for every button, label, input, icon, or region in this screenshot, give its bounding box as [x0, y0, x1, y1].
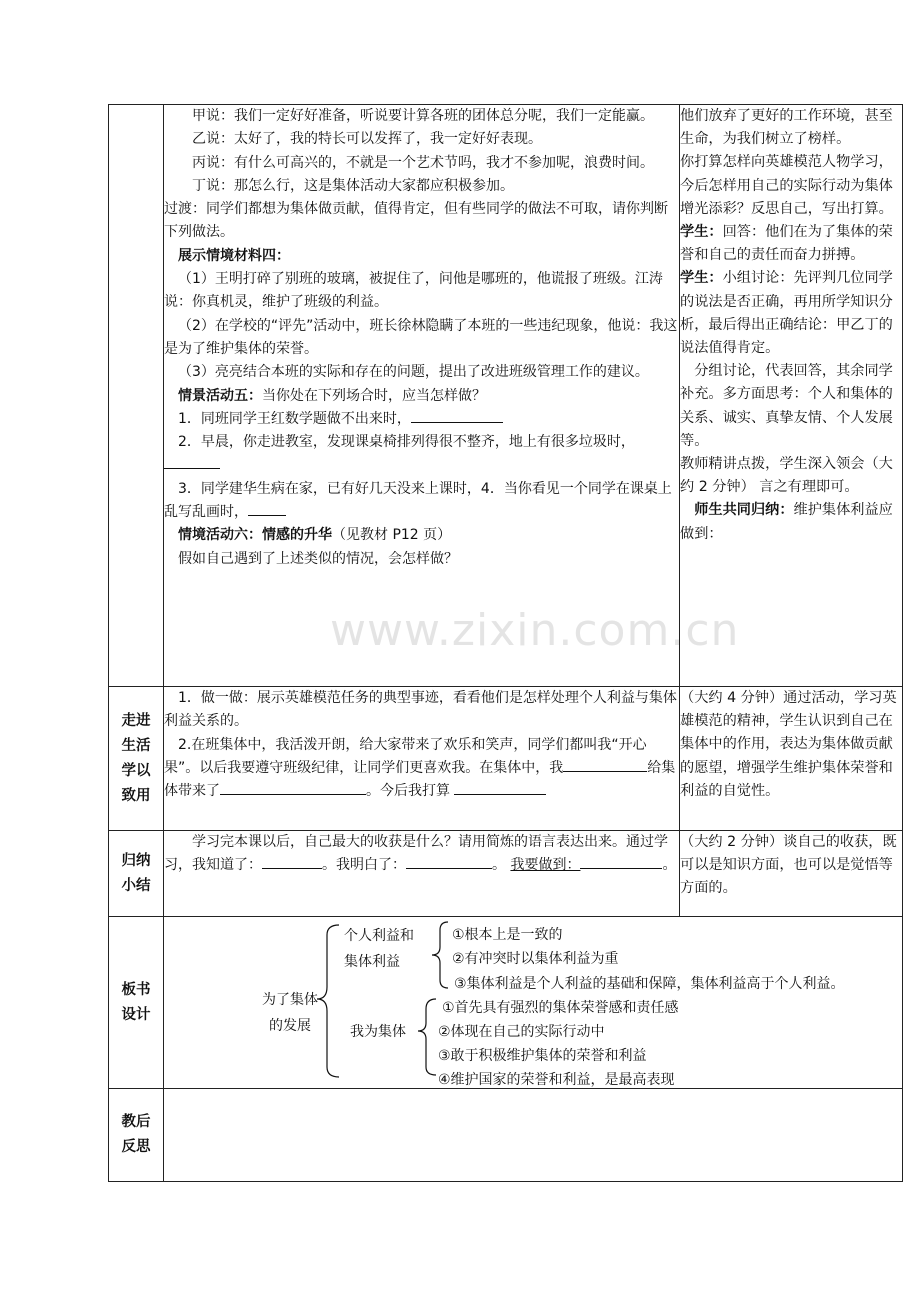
row1-header-cell	[109, 105, 164, 687]
row3-text-a: 学习完本课以后，自己最大的收获是什么？请用简炼的语言表达出来。通过学习，我知道了：	[164, 834, 668, 874]
student-label-2: 学生：	[680, 270, 723, 287]
row3-text-b: 。我明白了：	[322, 857, 406, 874]
board-b1-item3: ③集体利益是个人利益的基础和保障，集体利益高于个人利益。	[454, 976, 845, 992]
brace-branch2	[418, 999, 436, 1075]
dialogue-jia: 甲说：我们一定好好准备，听说要计算各班的团体总分呢，我们一定能赢。	[192, 108, 654, 124]
summary-label: 师生共同归纳：	[694, 502, 794, 519]
board-b2-item3: ③敢于积极维护集体的荣誉和利益	[438, 1048, 647, 1064]
notes-p2: 你打算怎样向英雄模范人物学习，今后怎样用自己的实际行动为集体增光添彩？反思自己，写出打算。	[680, 154, 893, 217]
lesson-plan-table	[108, 104, 903, 1182]
dialogue-yi: 乙说：太好了，我的特长可以发挥了，我一定好好表现。	[192, 131, 542, 148]
act5-item1: 1．同班同学王红数学题做不出来时，	[178, 410, 411, 427]
answer-blank[interactable]	[406, 854, 492, 869]
answer-blank[interactable]	[164, 454, 220, 469]
row3-notes: （大约 2 分钟）谈自己的收获，既可以是知识方面，也可以是觉悟等方面的。	[680, 834, 897, 897]
row-activities	[109, 105, 903, 687]
board-b2-item2: ②体现在自己的实际行动中	[438, 1024, 605, 1040]
summary-text: 维护集体利益应做到：	[680, 502, 893, 542]
answer-blank[interactable]	[580, 854, 662, 869]
main-brace	[317, 925, 339, 1077]
row2-item2a: 2.在班集体中，我活泼开朗，给大家带来了欢乐和笑声，同学们都叫我“开心果”。以后我要遵守班级纪律，让同学们更喜欢我。在集体中，我	[164, 736, 647, 776]
row2-notes-cell	[680, 687, 903, 831]
board-design-cell	[164, 917, 903, 1089]
row2-content-cell	[164, 687, 680, 831]
row2-notes: （大约 4 分钟）通过活动，学习英雄模范的精神，学生认识到自己在集体中的作用，表达为集体做贡献的愿望，增强学生维护集体荣誉和利益的自觉性。	[680, 690, 897, 799]
activity5-title: 情景活动五：	[178, 387, 262, 404]
material-1: （1）王明打碎了别班的玻璃，被捉住了，问他是哪班的，他谎报了班级。江涛说：你真机灵，维护了班级的利益。	[164, 271, 663, 311]
material-3: （3）亮亮结合本班的实际和存在的问题，提出了改进班级管理工作的建议。	[178, 364, 649, 381]
activity6-title: 情境活动六：情感的升华	[178, 527, 332, 544]
board-b1-item1: ①根本上是一致的	[452, 927, 563, 943]
row2-item2b: 给集体带来了	[164, 759, 676, 800]
board-b1-item2: ②有冲突时以集体利益为重	[452, 951, 619, 967]
row1-notes-cell	[680, 105, 903, 687]
answer-blank[interactable]	[220, 780, 366, 795]
student-answer-2: 小组讨论：先评判几位同学的说法是否正确，再用所学知识分析，最后得出正确结论：甲乙丁的说法值得肯定。	[680, 270, 893, 357]
row-summary	[109, 831, 903, 917]
answer-blank[interactable]	[563, 757, 647, 772]
notes-p3: 分组讨论，代表回答，其余同学补充。多方面思考：个人和集体的关系、诚实、真挚友情、个人发展等。	[680, 363, 893, 449]
answer-blank[interactable]	[411, 408, 503, 423]
activity6-question: 假如自己遇到了上述类似的情况，会怎样做？	[178, 550, 458, 567]
row4-header: 板书设计	[109, 917, 164, 1089]
board-diagram	[164, 917, 902, 1088]
activity6-ref: （见教材 P12 页）	[332, 527, 452, 544]
board-branch1: 个人利益和集体利益	[344, 928, 414, 970]
material-title: 展示情境材料四：	[178, 247, 290, 264]
row-reflection	[109, 1089, 903, 1182]
row-board-design	[109, 917, 903, 1089]
row3-text-d: 我要做到：	[510, 857, 581, 874]
notes-p4: 教师精讲点拨，学生深入领会（大约 2 分钟） 言之有理即可。	[680, 456, 893, 496]
student-label-1: 学生：	[680, 224, 723, 241]
brace-branch1	[432, 922, 448, 988]
board-b2-item1: ①首先具有强烈的集体荣誉感和责任感	[442, 1000, 679, 1016]
board-root: 为了集体的发展	[262, 992, 318, 1034]
row3-text-e: 。	[662, 857, 677, 874]
row3-content-cell	[164, 831, 680, 917]
board-b2-item4: ④维护国家的荣誉和利益，是最高表现	[438, 1072, 675, 1088]
row3-notes-cell	[680, 831, 903, 917]
transition-text: 过渡：同学们都想为集体做贡献，值得肯定，但有些同学的做法不可取，请你判断下列做法。	[164, 201, 668, 241]
row2-item1: 1．做一做：展示英雄模范任务的典型事迹，看看他们是怎样处理个人利益与集体利益关系的。	[164, 690, 677, 730]
watermark: www.zixin.com.cn	[330, 605, 740, 656]
act5-item3: 3．同学建华生病在家，已有好几天没来上课时，4．当你看见一个同学在课桌上乱写乱画时，	[164, 480, 672, 521]
dialogue-bing: 丙说：有什么可高兴的，不就是一个艺术节吗，我才不参加呢，浪费时间。	[192, 154, 654, 171]
reflection-cell[interactable]	[164, 1089, 903, 1182]
student-answer-1: 回答：他们在为了集体的荣誉和自己的责任而奋力拼搏。	[680, 224, 893, 264]
row2-item2c: 。今后我打算	[366, 783, 450, 800]
row3-text-c: 。	[492, 857, 506, 874]
answer-blank[interactable]	[262, 854, 322, 869]
row1-content-cell	[164, 105, 680, 687]
material-2: （2）在学校的“评先”活动中，班长徐林隐瞒了本班的一些违纪现象，他说：我这是为了维护集体的荣誉。	[164, 317, 678, 357]
row2-header: 走进生活学以致用	[109, 687, 164, 831]
activity5-text: 当你处在下列场合时，应当怎样做？	[262, 387, 486, 404]
row-application	[109, 687, 903, 831]
answer-blank[interactable]	[248, 501, 286, 516]
row5-header: 教后反思	[109, 1089, 164, 1182]
board-branch2: 我为集体	[350, 1024, 406, 1040]
dialogue-ding: 丁说：那怎么行，这是集体活动大家都应积极参加。	[192, 177, 514, 194]
notes-p1: 他们放弃了更好的工作环境，甚至生命，为我们树立了榜样。	[680, 108, 893, 148]
answer-blank[interactable]	[454, 780, 546, 795]
act5-item2: 2．早晨，你走进教室，发现课桌椅排列得很不整齐，地上有很多垃圾时，	[178, 434, 635, 451]
row3-header: 归纳小结	[109, 831, 164, 917]
